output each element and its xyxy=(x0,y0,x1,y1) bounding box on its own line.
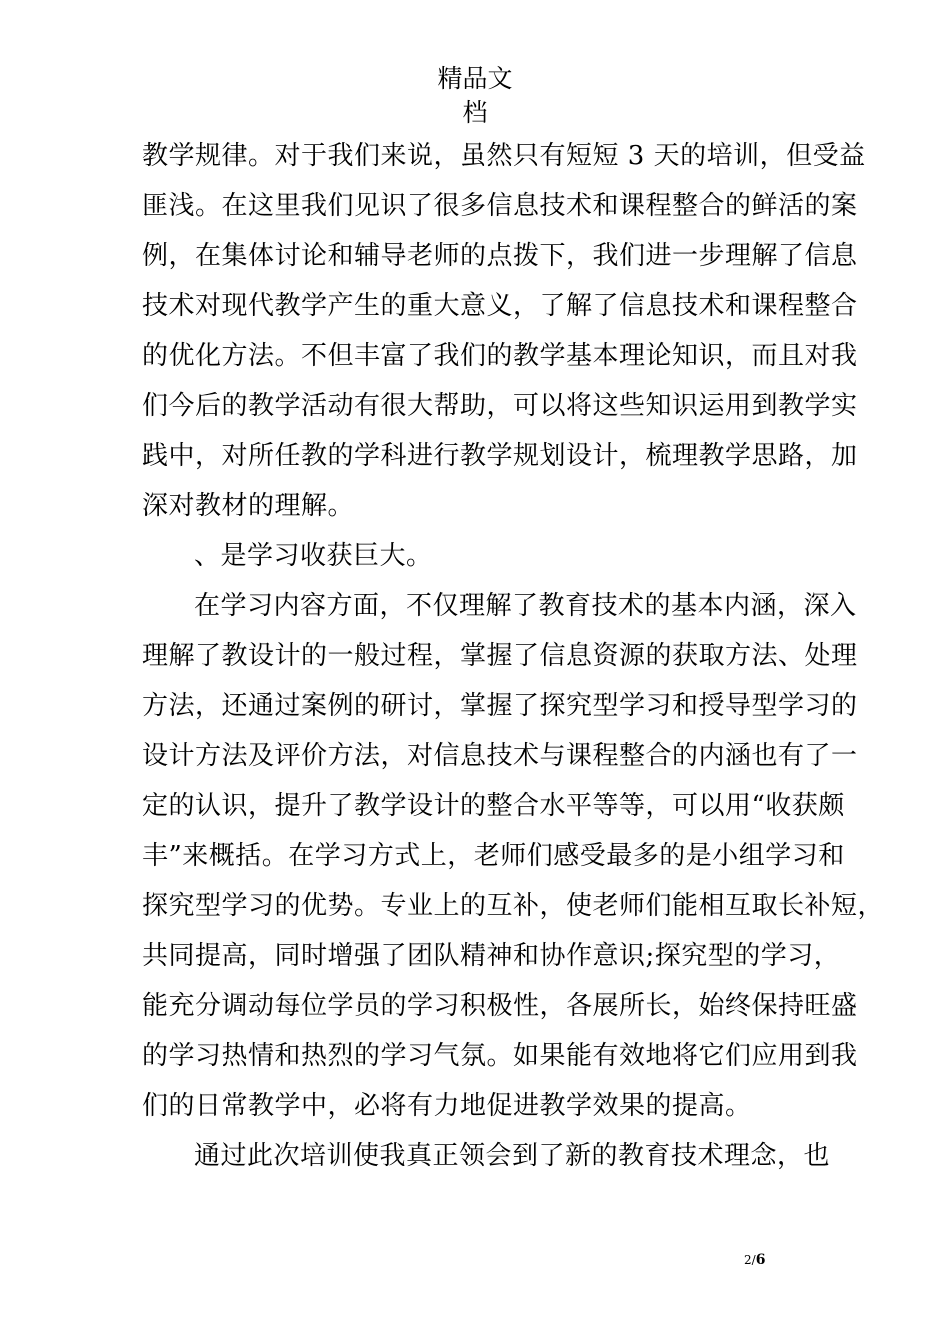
body-line: 教学规律。对于我们来说，虽然只有短短 3 天的培训，但受益 xyxy=(142,141,866,171)
body-line: 匪浅。在这里我们见识了很多信息技术和课程整合的鲜活的案 xyxy=(142,191,858,221)
body-text xyxy=(142,131,885,1181)
body-line: 方法，还通过案例的研讨，掌握了探究型学习和授导型学习的 xyxy=(142,691,858,721)
body-line: 的学习热情和热烈的学习气氛。如果能有效地将它们应用到我 xyxy=(142,1041,858,1071)
body-line: 、是学习收获巨大。 xyxy=(194,541,433,571)
body-line: 通过此次培训使我真正领会到了新的教育技术理念，也 xyxy=(194,1141,831,1171)
header-line-2: 档 xyxy=(462,98,488,127)
header-line-1: 精品文 xyxy=(437,64,513,93)
page-number xyxy=(744,1252,765,1268)
body-line: 能充分调动每位学员的学习积极性，各展所长，始终保持旺盛 xyxy=(142,991,858,1021)
body-line: 探究型学习的优势。专业上的互补，使老师们能相互取长补短， xyxy=(142,891,885,921)
body-line: 定的认识，提升了教学设计的整合水平等等，可以用“收获颇 xyxy=(142,791,845,821)
body-line: 们今后的教学活动有很大帮助，可以将这些知识运用到教学实 xyxy=(142,391,858,421)
body-line: 在学习内容方面，不仅理解了教育技术的基本内涵，深入 xyxy=(194,591,857,621)
page-number-current: 2/ xyxy=(744,1253,756,1267)
page-header xyxy=(0,62,950,130)
page-number-total: 6 xyxy=(755,1252,766,1268)
body-line: 设计方法及评价方法，对信息技术与课程整合的内涵也有了一 xyxy=(142,741,858,771)
body-line: 丰”来概括。在学习方式上，老师们感受最多的是小组学习和 xyxy=(142,841,845,871)
body-line: 们的日常教学中，必将有力地促进教学效果的提高。 xyxy=(142,1091,752,1121)
body-line: 践中，对所任教的学科进行教学规划设计，梳理教学思路，加 xyxy=(142,441,858,471)
body-line: 共同提高，同时增强了团队精神和协作意识;探究型的学习， xyxy=(142,941,841,971)
body-line: 的优化方法。不但丰富了我们的教学基本理论知识，而且对我 xyxy=(142,341,858,371)
body-line: 理解了教设计的一般过程，掌握了信息资源的获取方法、处理 xyxy=(142,641,858,671)
body-line: 例，在集体讨论和辅导老师的点拨下，我们进一步理解了信息 xyxy=(142,241,858,271)
body-line: 深对教材的理解。 xyxy=(142,491,355,521)
body-line: 技术对现代教学产生的重大意义，了解了信息技术和课程整合 xyxy=(142,291,858,321)
